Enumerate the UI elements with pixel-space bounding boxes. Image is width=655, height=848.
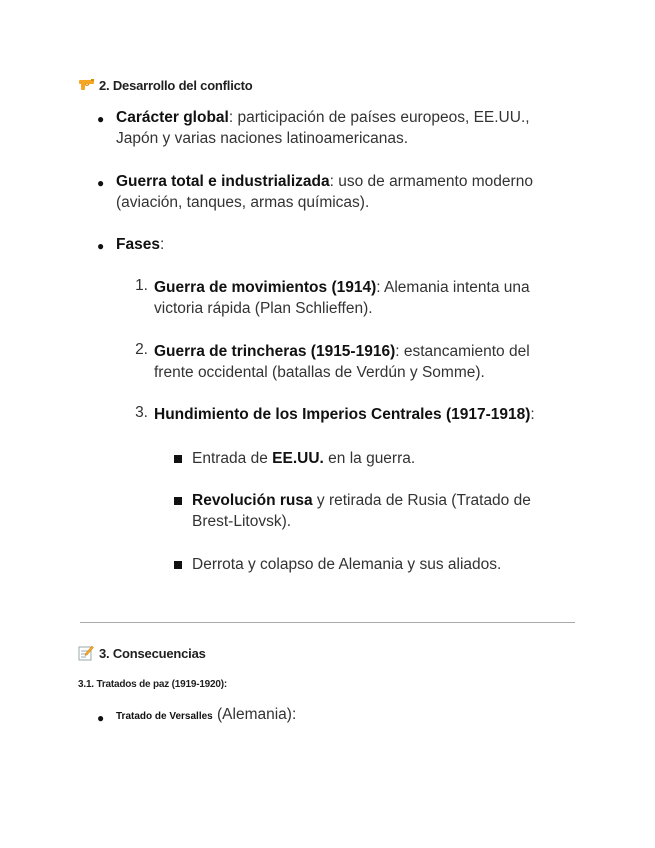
list-item xyxy=(116,171,533,213)
item-text-line2: frente occidental (batallas de Verdún y Somme). xyxy=(154,364,485,381)
memo-icon xyxy=(78,645,94,661)
item-text-line2: victoria rápida (Plan Schlieffen). xyxy=(154,300,373,317)
list-item xyxy=(154,341,530,383)
item-text: : uso de armamento moderno xyxy=(329,173,533,190)
item-text: : xyxy=(530,406,535,423)
section-heading: 2. Desarrollo del conflicto xyxy=(99,78,253,93)
list-item xyxy=(116,704,296,727)
subsection-heading: 3.1. Tratados de paz (1919-1920): xyxy=(78,679,228,690)
list-item xyxy=(116,234,164,255)
item-text: y retirada de Rusia (Tratado de xyxy=(312,492,531,509)
item-text: : estancamiento del xyxy=(395,343,530,360)
item-bold: Hundimiento de los Imperios Centrales (1917-1918) xyxy=(154,406,531,423)
item-bold: EE.UU. xyxy=(272,450,324,467)
pistol-icon xyxy=(78,77,96,91)
square-bullet-icon xyxy=(174,497,182,505)
item-text: Entrada de xyxy=(192,450,273,467)
list-item xyxy=(192,554,501,575)
list-item xyxy=(154,404,535,425)
section-heading: 3. Consecuencias xyxy=(99,646,206,661)
bullet-icon: ● xyxy=(97,239,105,253)
bullet-icon: ● xyxy=(97,112,105,126)
item-bold: Tratado de Versalles xyxy=(116,711,213,722)
item-text: : participación de países europeos, EE.UU., xyxy=(228,109,530,126)
item-text: (Alemania): xyxy=(212,706,297,723)
bullet-icon: ● xyxy=(97,176,105,190)
item-bold: Guerra total e industrializada xyxy=(116,173,330,190)
item-text-line2: Japón y varias naciones latinoamericanas. xyxy=(116,130,409,147)
item-bold: Carácter global xyxy=(116,109,229,126)
list-item xyxy=(192,448,415,469)
item-text: : xyxy=(159,236,165,253)
item-text: en la guerra. xyxy=(323,450,416,467)
item-bold: Guerra de trincheras (1915-1916) xyxy=(154,343,396,360)
list-number: 2. xyxy=(135,341,148,358)
list-item xyxy=(192,490,531,532)
item-text: Derrota y colapso de Alemania y sus aliados. xyxy=(192,556,502,573)
list-number: 1. xyxy=(135,277,148,294)
square-bullet-icon xyxy=(174,561,182,569)
item-text: : Alemania intenta una xyxy=(376,279,530,296)
bullet-icon: ● xyxy=(97,711,105,725)
item-bold: Fases xyxy=(116,236,160,253)
list-number: 3. xyxy=(135,404,148,421)
item-bold: Guerra de movimientos (1914) xyxy=(154,279,377,296)
list-item xyxy=(154,277,530,319)
item-text-line2: Brest-Litovsk). xyxy=(192,513,292,530)
list-item xyxy=(116,107,530,149)
horizontal-divider xyxy=(80,622,575,623)
square-bullet-icon xyxy=(174,455,182,463)
item-bold: Revolución rusa xyxy=(192,492,313,509)
item-text-line2: (aviación, tanques, armas químicas). xyxy=(116,194,370,211)
